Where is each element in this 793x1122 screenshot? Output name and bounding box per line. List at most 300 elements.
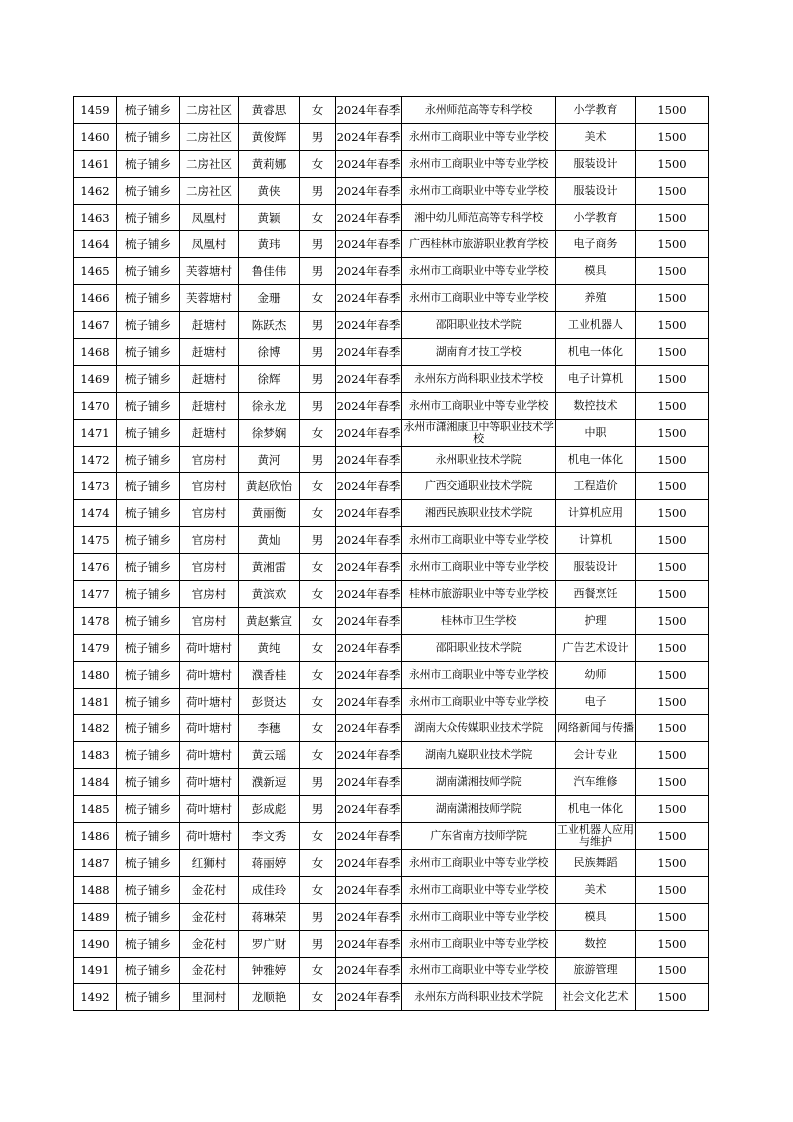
cell-village: 二房社区 [180,97,239,124]
table-row [74,527,709,554]
table-row [74,339,709,366]
cell-township: 梳子铺乡 [117,446,180,473]
cell-gender: 男 [300,392,336,419]
cell-name: 黄丽衡 [239,500,300,527]
cell-township: 梳子铺乡 [117,688,180,715]
cell-amount: 1500 [636,365,709,392]
cell-school: 永州市工商职业中等专业学校 [402,661,556,688]
cell-term: 2024年春季 [336,554,402,581]
cell-amount: 1500 [636,823,709,850]
cell-seq: 1481 [74,688,117,715]
table-row [74,285,709,312]
cell-major: 美术 [556,876,636,903]
cell-name: 徐永龙 [239,392,300,419]
cell-seq: 1484 [74,769,117,796]
cell-seq: 1480 [74,661,117,688]
cell-township: 梳子铺乡 [117,123,180,150]
cell-major: 计算机应用 [556,500,636,527]
table-row [74,607,709,634]
table-row [74,984,709,1011]
cell-school: 永州市工商职业中等专业学校 [402,177,556,204]
cell-term: 2024年春季 [336,204,402,231]
cell-township: 梳子铺乡 [117,285,180,312]
cell-gender: 男 [300,527,336,554]
cell-major: 社会文化艺术 [556,984,636,1011]
cell-name: 黄睿思 [239,97,300,124]
cell-gender: 女 [300,634,336,661]
cell-major [556,715,636,742]
table-row [74,258,709,285]
cell-name: 成佳玲 [239,876,300,903]
cell-name: 陈跃杰 [239,312,300,339]
table-row [74,715,709,742]
table-row [74,581,709,608]
cell-gender: 女 [300,204,336,231]
cell-term: 2024年春季 [336,312,402,339]
cell-school: 永州市工商职业中等专业学校 [402,849,556,876]
table-row [74,231,709,258]
cell-village: 荷叶塘村 [180,661,239,688]
cell-seq: 1470 [74,392,117,419]
table-row [74,930,709,957]
cell-name: 徐辉 [239,365,300,392]
table-row [74,177,709,204]
cell-name: 罗广财 [239,930,300,957]
cell-village: 荷叶塘村 [180,796,239,823]
cell-amount: 1500 [636,607,709,634]
table-row [74,365,709,392]
cell-township: 梳子铺乡 [117,312,180,339]
cell-name: 徐博 [239,339,300,366]
cell-name: 黄玮 [239,231,300,258]
cell-gender: 男 [300,231,336,258]
cell-school: 永州市工商职业中等专业学校 [402,123,556,150]
cell-school: 桂林市旅游职业中等专业学校 [402,581,556,608]
cell-major: 旅游管理 [556,957,636,984]
cell-school: 永州市工商职业中等专业学校 [402,392,556,419]
cell-term: 2024年春季 [336,177,402,204]
cell-school: 广西桂林市旅游职业教育学校 [402,231,556,258]
cell-seq: 1482 [74,715,117,742]
cell-gender: 女 [300,957,336,984]
cell-gender: 男 [300,769,336,796]
cell-school: 永州市工商职业中等专业学校 [402,957,556,984]
cell-name: 蒋丽婷 [239,849,300,876]
cell-seq: 1466 [74,285,117,312]
cell-amount: 1500 [636,661,709,688]
cell-school: 湖南大众传媒职业技术学院 [402,715,556,742]
cell-seq: 1469 [74,365,117,392]
table-row [74,473,709,500]
cell-amount: 1500 [636,285,709,312]
cell-township: 梳子铺乡 [117,231,180,258]
cell-name: 濮香桂 [239,661,300,688]
cell-seq: 1467 [74,312,117,339]
cell-seq: 1483 [74,742,117,769]
cell-seq: 1468 [74,339,117,366]
cell-school: 永州东方尚科职业技术学校 [402,365,556,392]
table-row [74,97,709,124]
cell-school: 广东省南方技师学院 [402,823,556,850]
cell-amount: 1500 [636,796,709,823]
cell-township: 梳子铺乡 [117,715,180,742]
table-row [74,634,709,661]
cell-term: 2024年春季 [336,849,402,876]
cell-village: 荷叶塘村 [180,769,239,796]
cell-gender: 男 [300,312,336,339]
cell-term: 2024年春季 [336,930,402,957]
cell-village: 芙蓉塘村 [180,285,239,312]
cell-village: 赶塘村 [180,365,239,392]
cell-name: 黄湘雷 [239,554,300,581]
cell-seq: 1487 [74,849,117,876]
cell-term: 2024年春季 [336,607,402,634]
cell-major: 数控技术 [556,392,636,419]
table-row [74,849,709,876]
cell-major: 幼师 [556,661,636,688]
cell-major: 广告艺术设计 [556,634,636,661]
cell-school: 湖南育才技工学校 [402,339,556,366]
cell-township: 梳子铺乡 [117,204,180,231]
cell-gender: 女 [300,554,336,581]
table-row [74,823,709,850]
cell-name: 黄俊辉 [239,123,300,150]
table-row [74,957,709,984]
cell-term: 2024年春季 [336,688,402,715]
cell-amount: 1500 [636,339,709,366]
cell-amount: 1500 [636,634,709,661]
cell-major: 机电一体化 [556,796,636,823]
cell-term: 2024年春季 [336,231,402,258]
cell-major: 计算机 [556,527,636,554]
cell-amount: 1500 [636,312,709,339]
table-row [74,419,709,446]
cell-village: 二房社区 [180,123,239,150]
cell-school: 永州市工商职业中等专业学校 [402,150,556,177]
cell-major [556,823,636,850]
cell-term: 2024年春季 [336,419,402,446]
cell-name: 黄赵紫宣 [239,607,300,634]
cell-name: 蒋琳荣 [239,903,300,930]
cell-term: 2024年春季 [336,500,402,527]
cell-gender: 女 [300,473,336,500]
cell-major: 护理 [556,607,636,634]
table-row [74,688,709,715]
cell-seq: 1479 [74,634,117,661]
cell-name: 濮新逗 [239,769,300,796]
cell-gender: 男 [300,339,336,366]
cell-major: 民族舞蹈 [556,849,636,876]
cell-name: 钟雅婷 [239,957,300,984]
cell-gender: 女 [300,715,336,742]
cell-seq: 1459 [74,97,117,124]
cell-seq: 1488 [74,876,117,903]
cell-major: 中职 [556,419,636,446]
cell-school: 湘西民族职业技术学院 [402,500,556,527]
cell-name: 徐梦娴 [239,419,300,446]
cell-name: 黄莉娜 [239,150,300,177]
cell-name: 鲁佳伟 [239,258,300,285]
table-row [74,876,709,903]
cell-name: 彭贤达 [239,688,300,715]
cell-major: 机电一体化 [556,446,636,473]
cell-township: 梳子铺乡 [117,419,180,446]
cell-gender: 女 [300,984,336,1011]
cell-school: 永州东方尚科职业技术学院 [402,984,556,1011]
cell-village: 里洞村 [180,984,239,1011]
table-row [74,123,709,150]
cell-village: 二房社区 [180,177,239,204]
cell-gender: 女 [300,823,336,850]
table-row [74,742,709,769]
cell-term: 2024年春季 [336,715,402,742]
cell-seq: 1460 [74,123,117,150]
cell-township: 梳子铺乡 [117,607,180,634]
cell-major: 小学教育 [556,97,636,124]
cell-name: 黄滨欢 [239,581,300,608]
cell-village: 红狮村 [180,849,239,876]
cell-term: 2024年春季 [336,796,402,823]
cell-name: 龙顺艳 [239,984,300,1011]
subsidy-table [73,96,709,1011]
cell-amount: 1500 [636,97,709,124]
cell-village: 荷叶塘村 [180,742,239,769]
cell-school: 永州市工商职业中等专业学校 [402,554,556,581]
cell-amount: 1500 [636,500,709,527]
cell-gender: 男 [300,903,336,930]
cell-gender: 男 [300,123,336,150]
cell-amount: 1500 [636,392,709,419]
cell-term: 2024年春季 [336,984,402,1011]
cell-village: 金花村 [180,957,239,984]
cell-seq: 1478 [74,607,117,634]
cell-name: 黄云瑶 [239,742,300,769]
cell-term: 2024年春季 [336,634,402,661]
cell-school: 湘中幼儿师范高等专科学校 [402,204,556,231]
table-row [74,204,709,231]
cell-township: 梳子铺乡 [117,957,180,984]
cell-major: 小学教育 [556,204,636,231]
cell-gender: 女 [300,688,336,715]
cell-village: 荷叶塘村 [180,715,239,742]
cell-amount: 1500 [636,204,709,231]
cell-township: 梳子铺乡 [117,930,180,957]
cell-village: 赶塘村 [180,339,239,366]
cell-seq: 1475 [74,527,117,554]
cell-village: 官房村 [180,607,239,634]
cell-gender: 男 [300,177,336,204]
cell-township: 梳子铺乡 [117,554,180,581]
cell-text: 网络新闻与传播 [557,722,634,735]
cell-gender: 男 [300,365,336,392]
cell-term: 2024年春季 [336,123,402,150]
cell-amount: 1500 [636,769,709,796]
cell-township: 梳子铺乡 [117,527,180,554]
cell-term: 2024年春季 [336,150,402,177]
table-row [74,150,709,177]
cell-township: 梳子铺乡 [117,339,180,366]
cell-village: 荷叶塘村 [180,688,239,715]
cell-major: 服装设计 [556,177,636,204]
cell-township: 梳子铺乡 [117,984,180,1011]
cell-township: 梳子铺乡 [117,742,180,769]
table-row [74,661,709,688]
cell-term: 2024年春季 [336,527,402,554]
cell-township: 梳子铺乡 [117,365,180,392]
cell-school: 永州职业技术学院 [402,446,556,473]
cell-amount: 1500 [636,957,709,984]
cell-gender: 女 [300,500,336,527]
cell-village: 官房村 [180,446,239,473]
cell-seq: 1464 [74,231,117,258]
cell-school: 永州市工商职业中等专业学校 [402,527,556,554]
cell-township: 梳子铺乡 [117,796,180,823]
table-row [74,392,709,419]
cell-name: 黄纯 [239,634,300,661]
cell-village: 官房村 [180,473,239,500]
cell-village: 赶塘村 [180,312,239,339]
cell-village: 芙蓉塘村 [180,258,239,285]
cell-amount: 1500 [636,258,709,285]
cell-major: 工程造价 [556,473,636,500]
cell-school: 永州市工商职业中等专业学校 [402,258,556,285]
cell-name: 黄河 [239,446,300,473]
cell-major: 西餐烹饪 [556,581,636,608]
cell-term: 2024年春季 [336,903,402,930]
cell-major: 电子商务 [556,231,636,258]
cell-term: 2024年春季 [336,769,402,796]
cell-township: 梳子铺乡 [117,581,180,608]
cell-township: 梳子铺乡 [117,823,180,850]
cell-amount: 1500 [636,876,709,903]
cell-gender: 男 [300,446,336,473]
cell-school: 永州市工商职业中等专业学校 [402,285,556,312]
cell-text: 工业机器人应用与维护 [557,823,634,848]
table-row [74,769,709,796]
cell-seq: 1477 [74,581,117,608]
cell-amount: 1500 [636,930,709,957]
cell-amount: 1500 [636,123,709,150]
cell-term: 2024年春季 [336,258,402,285]
cell-term: 2024年春季 [336,742,402,769]
table-row [74,312,709,339]
cell-village: 金花村 [180,876,239,903]
table-row [74,500,709,527]
cell-seq: 1472 [74,446,117,473]
cell-seq: 1461 [74,150,117,177]
cell-amount: 1500 [636,903,709,930]
cell-school: 永州市工商职业中等专业学校 [402,876,556,903]
cell-major: 工业机器人 [556,312,636,339]
cell-township: 梳子铺乡 [117,500,180,527]
cell-text: 永州市潇湘康卫中等职业技术学校 [403,420,554,445]
cell-gender: 女 [300,876,336,903]
cell-village: 官房村 [180,500,239,527]
cell-township: 梳子铺乡 [117,903,180,930]
cell-gender: 女 [300,419,336,446]
cell-seq: 1476 [74,554,117,581]
cell-seq: 1490 [74,930,117,957]
cell-amount: 1500 [636,527,709,554]
cell-school: 邵阳职业技术学院 [402,312,556,339]
cell-seq: 1471 [74,419,117,446]
cell-gender: 男 [300,796,336,823]
cell-village: 凤凰村 [180,204,239,231]
cell-gender: 女 [300,607,336,634]
cell-term: 2024年春季 [336,957,402,984]
cell-seq: 1492 [74,984,117,1011]
cell-village: 官房村 [180,554,239,581]
cell-school [402,419,556,446]
cell-amount: 1500 [636,581,709,608]
cell-term: 2024年春季 [336,365,402,392]
cell-seq: 1485 [74,796,117,823]
cell-township: 梳子铺乡 [117,661,180,688]
cell-seq: 1489 [74,903,117,930]
cell-school: 湖南九嶷职业技术学院 [402,742,556,769]
cell-amount: 1500 [636,849,709,876]
cell-village: 官房村 [180,581,239,608]
cell-amount: 1500 [636,150,709,177]
cell-seq: 1473 [74,473,117,500]
cell-major: 电子计算机 [556,365,636,392]
cell-township: 梳子铺乡 [117,849,180,876]
cell-amount: 1500 [636,419,709,446]
cell-township: 梳子铺乡 [117,97,180,124]
cell-village: 凤凰村 [180,231,239,258]
cell-seq: 1463 [74,204,117,231]
cell-seq: 1491 [74,957,117,984]
cell-amount: 1500 [636,715,709,742]
cell-major: 美术 [556,123,636,150]
cell-school: 永州市工商职业中等专业学校 [402,903,556,930]
cell-seq: 1462 [74,177,117,204]
cell-village: 荷叶塘村 [180,634,239,661]
cell-term: 2024年春季 [336,285,402,312]
cell-school: 永州师范高等专科学校 [402,97,556,124]
cell-term: 2024年春季 [336,97,402,124]
cell-village: 荷叶塘村 [180,823,239,850]
cell-amount: 1500 [636,177,709,204]
cell-name: 黄灿 [239,527,300,554]
cell-gender: 女 [300,849,336,876]
cell-township: 梳子铺乡 [117,177,180,204]
table-row [74,796,709,823]
cell-seq: 1486 [74,823,117,850]
cell-major: 服装设计 [556,554,636,581]
cell-name: 金珊 [239,285,300,312]
cell-school: 邵阳职业技术学院 [402,634,556,661]
cell-major: 机电一体化 [556,339,636,366]
cell-name: 黄赵欣怡 [239,473,300,500]
cell-gender: 女 [300,581,336,608]
cell-school: 湖南潇湘技师学院 [402,769,556,796]
cell-gender: 男 [300,930,336,957]
cell-term: 2024年春季 [336,581,402,608]
cell-major: 电子 [556,688,636,715]
cell-name: 李穗 [239,715,300,742]
cell-village: 赶塘村 [180,419,239,446]
cell-gender: 女 [300,150,336,177]
table-row [74,554,709,581]
cell-major: 模具 [556,903,636,930]
cell-township: 梳子铺乡 [117,634,180,661]
cell-term: 2024年春季 [336,823,402,850]
cell-township: 梳子铺乡 [117,769,180,796]
cell-name: 李文秀 [239,823,300,850]
cell-name: 黄侠 [239,177,300,204]
cell-amount: 1500 [636,688,709,715]
